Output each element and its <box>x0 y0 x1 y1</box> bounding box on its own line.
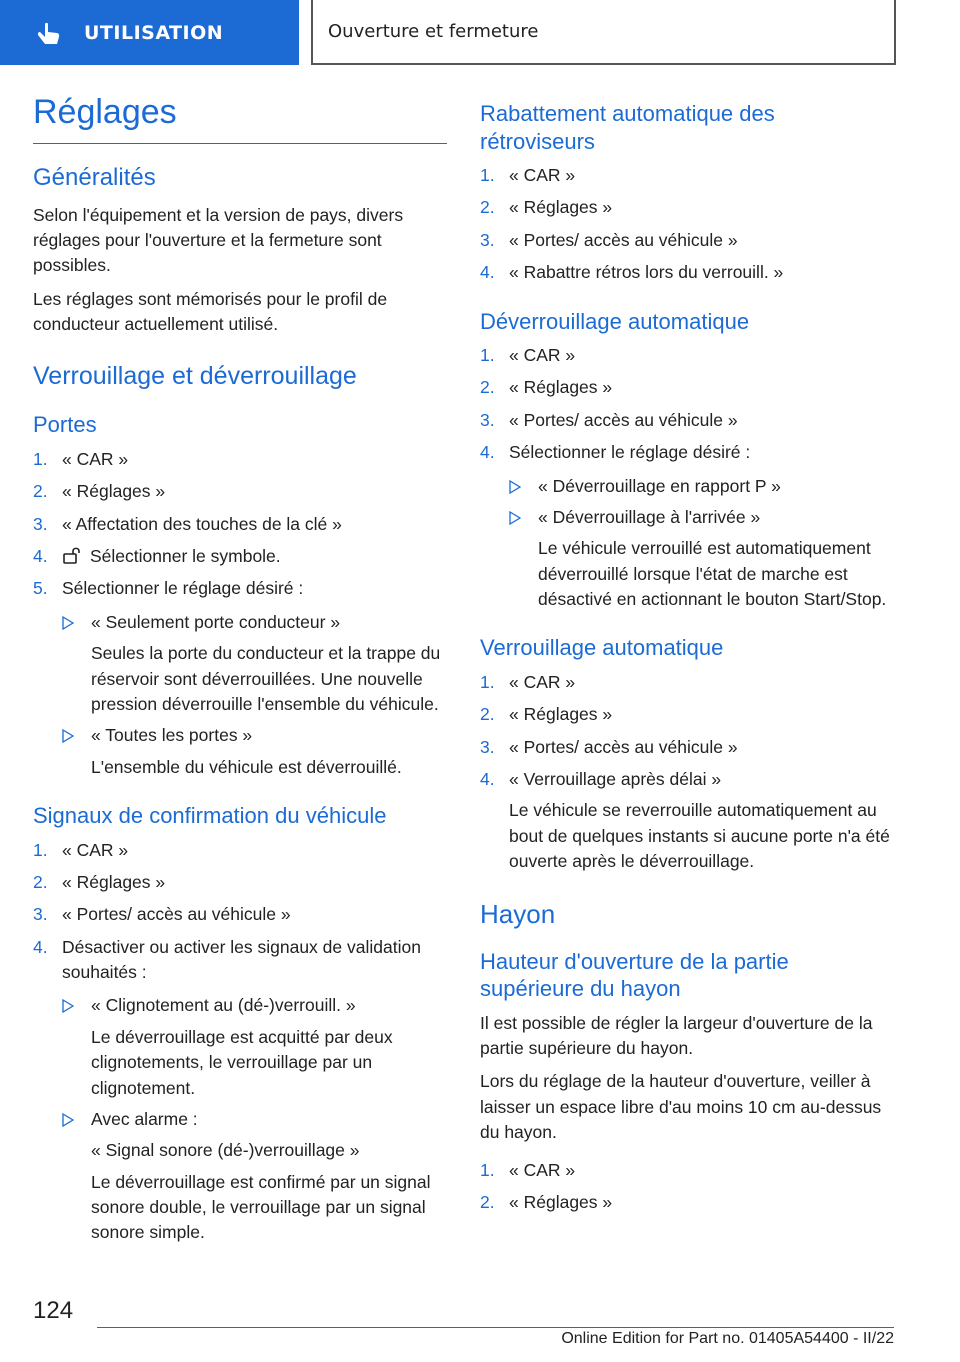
list-item: 2. « Réglages » <box>480 197 613 218</box>
list-item: 2. « Réglages » <box>33 481 166 502</box>
left-column <box>33 92 447 1254</box>
heading-verrouillage: Verrouillage et déverrouillage <box>33 362 357 391</box>
steps-portes <box>33 447 447 780</box>
paragraph: Les réglages sont mémorisés pour le profil de conducteur actuellement utilisé. <box>33 288 388 335</box>
list-item: 1. « CAR » <box>33 839 129 860</box>
heading-generalites: Généralités <box>33 163 156 191</box>
list-item: 3. « Portes/ accès au véhicule » <box>33 904 291 925</box>
heading-deverrouillage-auto: Déverrouillage automatique <box>480 308 750 334</box>
steps-rabattement <box>480 163 894 286</box>
section-title: UTILISATION <box>84 21 224 44</box>
list-item: 1. « CAR » <box>480 671 576 692</box>
triangle-bullet-icon <box>509 511 521 525</box>
triangle-bullet-icon <box>62 729 74 743</box>
sub-list-item: « Clignotement au (dé-)verrouill. » Le déverrouillage est acquitté par deux clignotements, le verrouillage par un clignotement. <box>62 993 447 1101</box>
list-item: 1. « CAR » <box>33 448 129 469</box>
hand-pointer-icon <box>34 18 64 48</box>
sub-list-item: Avec alarme : « Signal sonore (dé-)verrouillage » Le déverrouillage est confirmé par un signal sonore double, le verrouillage par un signal sonore simple. <box>62 1107 447 1246</box>
list-item: 2. « Réglages » <box>480 704 613 725</box>
list-item: 4. « Rabattre rétros lors du verrouill. » <box>480 262 784 283</box>
list-item: 1. « CAR » <box>480 345 576 365</box>
sub-list-item: « Toutes les portes » L'ensemble du véhicule est déverrouillé. <box>62 723 447 780</box>
list-item: 4. Sélectionner le réglage désiré : « Déverrouillage en rapport P » « Déverrouillage à l'arrivée » Le véhicule verrouillé est automatiquement déverrouillé lorsque l'état de marche est désactivé en actionnant le bouton Start/Stop. <box>480 440 894 612</box>
list-item: 3. « Affectation des touches de la clé » <box>33 513 342 534</box>
right-column <box>480 100 894 1223</box>
chapter-tab <box>311 0 896 65</box>
steps-deverrouillage-auto <box>480 343 894 612</box>
list-item: 3. « Portes/ accès au véhicule » <box>480 409 738 430</box>
steps-verrouillage-auto <box>480 670 894 875</box>
list-item: 5. Sélectionner le réglage désiré : « Seulement porte conducteur » Seules la porte du conducteur et la trappe du réservoir sont déverrouillées. Une nouvelle pression déverrouille l'ensemble du véhicule. « Toutes les portes » L'ensemble du véhicule est déverrouillé. <box>33 576 447 780</box>
list-item: 4. Sélectionner le symbole. <box>33 546 281 567</box>
heading-portes: Portes <box>33 412 97 438</box>
list-item: 2. « Réglages » <box>480 1191 613 1212</box>
chapter-title: Ouverture et fermeture <box>328 21 539 42</box>
list-item: 3. « Portes/ accès au véhicule » <box>480 229 738 250</box>
steps-hayon <box>480 1158 894 1216</box>
sub-list-item: « Déverrouillage en rapport P » <box>509 474 894 499</box>
heading-hayon: Hayon <box>480 898 556 929</box>
list-item: 3. « Portes/ accès au véhicule » <box>480 736 738 757</box>
triangle-bullet-icon <box>62 616 74 630</box>
footer-edition: Online Edition for Part no. 01405A54400 - II/22 <box>561 1330 894 1347</box>
heading-rabattement: Rabattement automatique des rétroviseurs <box>480 101 775 154</box>
list-item: 4. « Verrouillage après délai » Le véhicule se reverrouille automatiquement au bout de quelques instants si aucune porte n'a été ouverte après le déverrouillage. <box>480 769 890 872</box>
heading-signaux: Signaux de confirmation du véhicule <box>33 803 387 829</box>
triangle-bullet-icon <box>62 1113 74 1127</box>
page-title: Réglages <box>33 92 447 144</box>
unlock-icon <box>62 546 84 564</box>
heading-hauteur-ouverture: Hauteur d'ouverture de la partie supérieure du hayon <box>480 948 789 1002</box>
list-item: 1. « CAR » <box>480 165 576 185</box>
triangle-bullet-icon <box>509 480 521 494</box>
list-item: 1. « CAR » <box>480 1159 576 1180</box>
list-item: 2. « Réglages » <box>480 377 613 398</box>
list-item: 4. Désactiver ou activer les signaux de validation souhaités : « Clignotement au (dé-)verrouill. » Le déverrouillage est acquitté par deux clignotements, le verrouillage par un clignotement. Avec alarme : « Signal sonore (dé-)verrouillage » Le déverrouillage est confirmé par un signal sonore double, le verrouillage par un signal sonore simple. <box>33 935 447 1246</box>
heading-verrouillage-auto: Verrouillage automatique <box>480 635 724 661</box>
triangle-bullet-icon <box>62 999 74 1013</box>
sub-list-item: « Seulement porte conducteur » Seules la porte du conducteur et la trappe du réservoir sont déverrouillées. Une nouvelle pression déverrouille l'ensemble du véhicule. <box>62 610 447 718</box>
paragraph: Lors du réglage de la hauteur d'ouverture, veiller à laisser un espace libre d'au moins 10 cm au-dessus du hayon. <box>480 1071 882 1143</box>
paragraph: Selon l'équipement et la version de pays, divers réglages pour l'ouverture et la fermeture sont possibles. <box>33 204 404 276</box>
paragraph: Il est possible de régler la largeur d'ouverture de la partie supérieure du hayon. <box>480 1012 873 1059</box>
page-number: 124 <box>33 1297 74 1324</box>
list-item: 2. « Réglages » <box>33 871 166 892</box>
section-tab <box>0 0 299 65</box>
footer-divider <box>97 1327 894 1328</box>
sub-list-item: « Déverrouillage à l'arrivée » Le véhicule verrouillé est automatiquement déverrouillé lorsque l'état de marche est désactivé en actionnant le bouton Start/Stop. <box>509 505 894 613</box>
steps-signaux <box>33 838 447 1246</box>
